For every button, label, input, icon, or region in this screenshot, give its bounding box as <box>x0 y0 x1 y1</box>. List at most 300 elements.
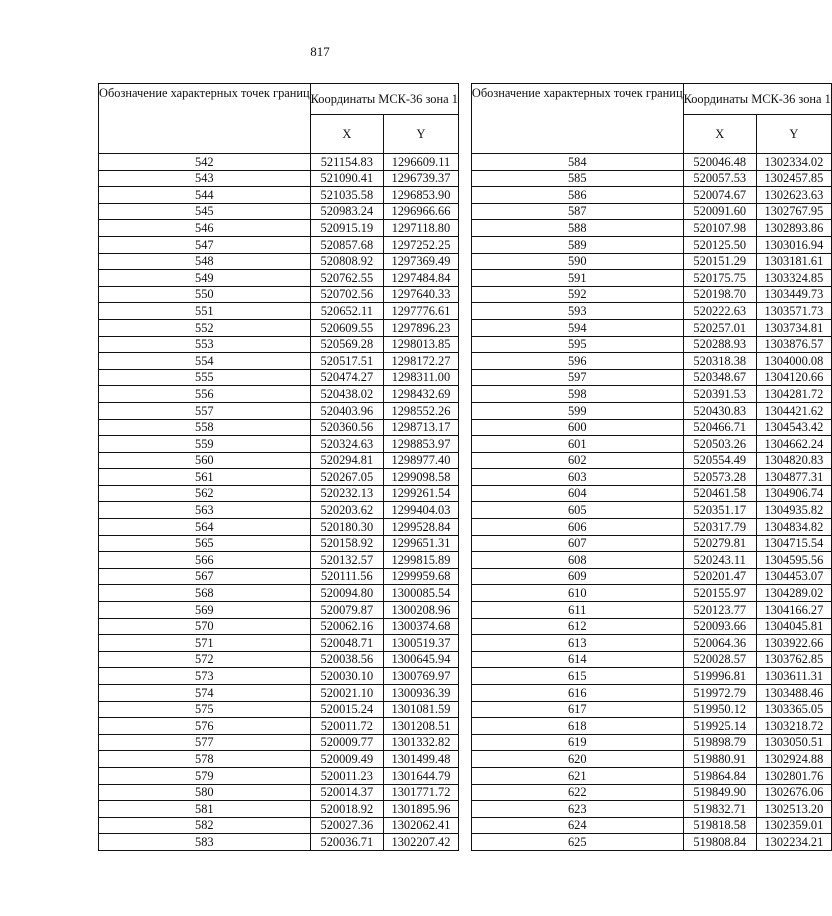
x-coordinate-cell: 520351.17 <box>683 502 756 519</box>
x-coordinate-cell: 520294.81 <box>310 452 383 469</box>
x-coordinate-cell: 520198.70 <box>683 286 756 303</box>
point-number-cell: 566 <box>99 552 311 569</box>
y-coordinate-cell: 1303488.46 <box>756 685 831 702</box>
x-coordinate-cell: 521090.41 <box>310 170 383 187</box>
x-coordinate-cell: 519925.14 <box>683 718 756 735</box>
point-number-cell: 563 <box>99 502 311 519</box>
y-coordinate-cell: 1298977.40 <box>384 452 459 469</box>
y-coordinate-cell: 1301499.48 <box>384 751 459 768</box>
point-number-cell: 598 <box>471 386 683 403</box>
x-coordinate-cell: 520036.71 <box>310 834 383 851</box>
point-number-cell: 550 <box>99 286 311 303</box>
point-number-cell: 564 <box>99 519 311 536</box>
y-coordinate-cell: 1298172.27 <box>384 353 459 370</box>
x-coordinate-cell: 520517.51 <box>310 353 383 370</box>
x-coordinate-cell: 520015.24 <box>310 701 383 718</box>
x-coordinate-cell: 520430.83 <box>683 402 756 419</box>
y-coordinate-cell: 1297896.23 <box>384 319 459 336</box>
header-coords-label: Координаты МСК-36 зона 1 <box>683 84 831 115</box>
point-number-cell: 592 <box>471 286 683 303</box>
point-number-cell: 553 <box>99 336 311 353</box>
y-coordinate-cell: 1301771.72 <box>384 784 459 801</box>
y-coordinate-cell: 1299815.89 <box>384 552 459 569</box>
y-coordinate-cell: 1302801.76 <box>756 767 831 784</box>
point-number-cell: 573 <box>99 668 311 685</box>
y-coordinate-cell: 1302623.63 <box>756 187 831 204</box>
y-coordinate-cell: 1304715.54 <box>756 535 831 552</box>
point-number-cell: 558 <box>99 419 311 436</box>
x-coordinate-cell: 520048.71 <box>310 635 383 652</box>
x-coordinate-cell: 519818.58 <box>683 817 756 834</box>
table-row <box>99 286 459 303</box>
table-row <box>471 253 831 270</box>
coordinates-tables <box>98 83 832 851</box>
y-coordinate-cell: 1302234.21 <box>756 834 831 851</box>
header-point-label: Обозначение характерных точек границ <box>99 84 311 154</box>
table-row <box>99 187 459 204</box>
x-coordinate-cell: 519880.91 <box>683 751 756 768</box>
x-coordinate-cell: 520318.38 <box>683 353 756 370</box>
x-coordinate-cell: 520180.30 <box>310 519 383 536</box>
y-coordinate-cell: 1297640.33 <box>384 286 459 303</box>
y-coordinate-cell: 1302359.01 <box>756 817 831 834</box>
table-row <box>99 452 459 469</box>
table-row <box>471 353 831 370</box>
x-coordinate-cell: 520094.80 <box>310 585 383 602</box>
y-coordinate-cell: 1296853.90 <box>384 187 459 204</box>
y-coordinate-cell: 1298311.00 <box>384 369 459 386</box>
y-coordinate-cell: 1301081.59 <box>384 701 459 718</box>
point-number-cell: 614 <box>471 651 683 668</box>
table-row <box>99 552 459 569</box>
x-coordinate-cell: 520243.11 <box>683 552 756 569</box>
point-number-cell: 586 <box>471 187 683 204</box>
point-number-cell: 605 <box>471 502 683 519</box>
x-coordinate-cell: 520151.29 <box>683 253 756 270</box>
y-coordinate-cell: 1303324.85 <box>756 270 831 287</box>
x-coordinate-cell: 521035.58 <box>310 187 383 204</box>
point-number-cell: 559 <box>99 436 311 453</box>
table-row <box>99 402 459 419</box>
y-coordinate-cell: 1300085.54 <box>384 585 459 602</box>
x-coordinate-cell: 520062.16 <box>310 618 383 635</box>
y-coordinate-cell: 1297776.61 <box>384 303 459 320</box>
point-number-cell: 623 <box>471 801 683 818</box>
x-coordinate-cell: 520324.63 <box>310 436 383 453</box>
y-coordinate-cell: 1303734.81 <box>756 319 831 336</box>
table-row <box>99 734 459 751</box>
x-coordinate-cell: 520461.58 <box>683 485 756 502</box>
y-coordinate-cell: 1304000.08 <box>756 353 831 370</box>
x-coordinate-cell: 520808.92 <box>310 253 383 270</box>
table-row <box>99 651 459 668</box>
y-coordinate-cell: 1303611.31 <box>756 668 831 685</box>
x-coordinate-cell: 520915.19 <box>310 220 383 237</box>
point-number-cell: 589 <box>471 236 683 253</box>
x-coordinate-cell: 520267.05 <box>310 469 383 486</box>
table-row <box>471 187 831 204</box>
y-coordinate-cell: 1303571.73 <box>756 303 831 320</box>
point-number-cell: 622 <box>471 784 683 801</box>
table-row <box>471 469 831 486</box>
point-number-cell: 611 <box>471 602 683 619</box>
y-coordinate-cell: 1304935.82 <box>756 502 831 519</box>
point-number-cell: 590 <box>471 253 683 270</box>
y-coordinate-cell: 1301895.96 <box>384 801 459 818</box>
table-row <box>471 767 831 784</box>
point-number-cell: 601 <box>471 436 683 453</box>
table-row <box>99 469 459 486</box>
y-coordinate-cell: 1298552.26 <box>384 402 459 419</box>
y-coordinate-cell: 1303016.94 <box>756 236 831 253</box>
x-coordinate-cell: 520609.55 <box>310 319 383 336</box>
y-coordinate-cell: 1304289.02 <box>756 585 831 602</box>
table-row <box>99 386 459 403</box>
point-number-cell: 568 <box>99 585 311 602</box>
table-body-left <box>99 154 459 851</box>
table-row <box>471 485 831 502</box>
y-coordinate-cell: 1304906.74 <box>756 485 831 502</box>
x-coordinate-cell: 520203.62 <box>310 502 383 519</box>
table-row <box>99 419 459 436</box>
table-row <box>99 767 459 784</box>
header-coords-label: Координаты МСК-36 зона 1 <box>310 84 458 115</box>
y-coordinate-cell: 1297484.84 <box>384 270 459 287</box>
x-coordinate-cell: 520257.01 <box>683 319 756 336</box>
x-coordinate-cell: 520009.49 <box>310 751 383 768</box>
x-coordinate-cell: 521154.83 <box>310 154 383 171</box>
y-coordinate-cell: 1302767.95 <box>756 203 831 220</box>
y-coordinate-cell: 1303050.51 <box>756 734 831 751</box>
point-number-cell: 619 <box>471 734 683 751</box>
x-coordinate-cell: 520503.26 <box>683 436 756 453</box>
point-number-cell: 606 <box>471 519 683 536</box>
table-row <box>471 502 831 519</box>
y-coordinate-cell: 1297369.49 <box>384 253 459 270</box>
y-coordinate-cell: 1300374.68 <box>384 618 459 635</box>
x-coordinate-cell: 520573.28 <box>683 469 756 486</box>
point-number-cell: 599 <box>471 402 683 419</box>
table-row <box>99 485 459 502</box>
point-number-cell: 621 <box>471 767 683 784</box>
table-row <box>99 602 459 619</box>
table-row <box>471 419 831 436</box>
y-coordinate-cell: 1304662.24 <box>756 436 831 453</box>
point-number-cell: 571 <box>99 635 311 652</box>
y-coordinate-cell: 1301332.82 <box>384 734 459 751</box>
x-coordinate-cell: 520093.66 <box>683 618 756 635</box>
point-number-cell: 603 <box>471 469 683 486</box>
point-number-cell: 620 <box>471 751 683 768</box>
y-coordinate-cell: 1304543.42 <box>756 419 831 436</box>
y-coordinate-cell: 1296966.66 <box>384 203 459 220</box>
table-row <box>471 369 831 386</box>
point-number-cell: 570 <box>99 618 311 635</box>
y-coordinate-cell: 1304166.27 <box>756 602 831 619</box>
x-coordinate-cell: 520762.55 <box>310 270 383 287</box>
table-row <box>471 618 831 635</box>
table-row <box>99 817 459 834</box>
table-row <box>99 336 459 353</box>
point-number-cell: 584 <box>471 154 683 171</box>
point-number-cell: 542 <box>99 154 311 171</box>
x-coordinate-cell: 520317.79 <box>683 519 756 536</box>
x-coordinate-cell: 519972.79 <box>683 685 756 702</box>
table-row <box>99 784 459 801</box>
x-coordinate-cell: 520074.67 <box>683 187 756 204</box>
y-coordinate-cell: 1303876.57 <box>756 336 831 353</box>
table-row <box>471 436 831 453</box>
table-row <box>99 220 459 237</box>
point-number-cell: 582 <box>99 817 311 834</box>
table-row <box>99 585 459 602</box>
point-number-cell: 551 <box>99 303 311 320</box>
table-row <box>99 618 459 635</box>
point-number-cell: 608 <box>471 552 683 569</box>
x-coordinate-cell: 520064.36 <box>683 635 756 652</box>
table-row <box>471 535 831 552</box>
point-number-cell: 577 <box>99 734 311 751</box>
header-point-label: Обозначение характерных точек границ <box>471 84 683 154</box>
table-row <box>99 502 459 519</box>
table-row <box>471 801 831 818</box>
header-y-label: Y <box>756 115 831 154</box>
point-number-cell: 544 <box>99 187 311 204</box>
x-coordinate-cell: 520158.92 <box>310 535 383 552</box>
point-number-cell: 547 <box>99 236 311 253</box>
y-coordinate-cell: 1297118.80 <box>384 220 459 237</box>
y-coordinate-cell: 1303922.66 <box>756 635 831 652</box>
x-coordinate-cell: 520554.49 <box>683 452 756 469</box>
point-number-cell: 574 <box>99 685 311 702</box>
table-row <box>471 519 831 536</box>
table-row <box>99 801 459 818</box>
point-number-cell: 548 <box>99 253 311 270</box>
x-coordinate-cell: 520111.56 <box>310 568 383 585</box>
x-coordinate-cell: 520201.47 <box>683 568 756 585</box>
x-coordinate-cell: 519808.84 <box>683 834 756 851</box>
x-coordinate-cell: 519864.84 <box>683 767 756 784</box>
y-coordinate-cell: 1299651.31 <box>384 535 459 552</box>
point-number-cell: 591 <box>471 270 683 287</box>
x-coordinate-cell: 520222.63 <box>683 303 756 320</box>
point-number-cell: 610 <box>471 585 683 602</box>
y-coordinate-cell: 1303218.72 <box>756 718 831 735</box>
y-coordinate-cell: 1296609.11 <box>384 154 459 171</box>
y-coordinate-cell: 1296739.37 <box>384 170 459 187</box>
table-row <box>471 718 831 735</box>
point-number-cell: 569 <box>99 602 311 619</box>
y-coordinate-cell: 1304281.72 <box>756 386 831 403</box>
point-number-cell: 609 <box>471 568 683 585</box>
table-row <box>99 635 459 652</box>
x-coordinate-cell: 520021.10 <box>310 685 383 702</box>
y-coordinate-cell: 1302062.41 <box>384 817 459 834</box>
x-coordinate-cell: 520391.53 <box>683 386 756 403</box>
x-coordinate-cell: 520466.71 <box>683 419 756 436</box>
x-coordinate-cell: 520175.75 <box>683 270 756 287</box>
table-row <box>471 236 831 253</box>
point-number-cell: 576 <box>99 718 311 735</box>
x-coordinate-cell: 520125.50 <box>683 236 756 253</box>
point-number-cell: 596 <box>471 353 683 370</box>
y-coordinate-cell: 1298853.97 <box>384 436 459 453</box>
x-coordinate-cell: 520027.36 <box>310 817 383 834</box>
table-row <box>471 685 831 702</box>
header-y-label: Y <box>384 115 459 154</box>
table-row <box>471 452 831 469</box>
point-number-cell: 549 <box>99 270 311 287</box>
x-coordinate-cell: 520028.57 <box>683 651 756 668</box>
table-row <box>471 651 831 668</box>
x-coordinate-cell: 520132.57 <box>310 552 383 569</box>
table-row <box>471 303 831 320</box>
table-body-right <box>471 154 831 851</box>
x-coordinate-cell: 520123.77 <box>683 602 756 619</box>
table-row <box>471 336 831 353</box>
point-number-cell: 600 <box>471 419 683 436</box>
point-number-cell: 585 <box>471 170 683 187</box>
y-coordinate-cell: 1304820.83 <box>756 452 831 469</box>
point-number-cell: 552 <box>99 319 311 336</box>
point-number-cell: 583 <box>99 834 311 851</box>
table-row <box>99 170 459 187</box>
x-coordinate-cell: 520038.56 <box>310 651 383 668</box>
point-number-cell: 625 <box>471 834 683 851</box>
x-coordinate-cell: 520348.67 <box>683 369 756 386</box>
table-row <box>99 319 459 336</box>
x-coordinate-cell: 520652.11 <box>310 303 383 320</box>
table-row <box>99 751 459 768</box>
table-row <box>471 568 831 585</box>
table-row <box>99 668 459 685</box>
y-coordinate-cell: 1297252.25 <box>384 236 459 253</box>
y-coordinate-cell: 1300519.37 <box>384 635 459 652</box>
x-coordinate-cell: 520011.72 <box>310 718 383 735</box>
point-number-cell: 578 <box>99 751 311 768</box>
x-coordinate-cell: 520288.93 <box>683 336 756 353</box>
y-coordinate-cell: 1300769.97 <box>384 668 459 685</box>
x-coordinate-cell: 520057.53 <box>683 170 756 187</box>
y-coordinate-cell: 1304453.07 <box>756 568 831 585</box>
x-coordinate-cell: 520079.87 <box>310 602 383 619</box>
y-coordinate-cell: 1300208.96 <box>384 602 459 619</box>
point-number-cell: 545 <box>99 203 311 220</box>
point-number-cell: 594 <box>471 319 683 336</box>
point-number-cell: 546 <box>99 220 311 237</box>
table-row <box>99 353 459 370</box>
table-row <box>99 203 459 220</box>
point-number-cell: 579 <box>99 767 311 784</box>
table-row <box>471 286 831 303</box>
x-coordinate-cell: 520014.37 <box>310 784 383 801</box>
table-row <box>471 817 831 834</box>
table-row <box>99 519 459 536</box>
y-coordinate-cell: 1302457.85 <box>756 170 831 187</box>
y-coordinate-cell: 1302676.06 <box>756 784 831 801</box>
point-number-cell: 575 <box>99 701 311 718</box>
header-x-label: X <box>310 115 383 154</box>
y-coordinate-cell: 1304877.31 <box>756 469 831 486</box>
x-coordinate-cell: 520046.48 <box>683 154 756 171</box>
table-row <box>471 552 831 569</box>
y-coordinate-cell: 1303181.61 <box>756 253 831 270</box>
y-coordinate-cell: 1304834.82 <box>756 519 831 536</box>
point-number-cell: 543 <box>99 170 311 187</box>
y-coordinate-cell: 1302513.20 <box>756 801 831 818</box>
x-coordinate-cell: 520702.56 <box>310 286 383 303</box>
y-coordinate-cell: 1299404.03 <box>384 502 459 519</box>
x-coordinate-cell: 520857.68 <box>310 236 383 253</box>
point-number-cell: 624 <box>471 817 683 834</box>
x-coordinate-cell: 520403.96 <box>310 402 383 419</box>
x-coordinate-cell: 520360.56 <box>310 419 383 436</box>
header-x-label: X <box>683 115 756 154</box>
x-coordinate-cell: 519950.12 <box>683 701 756 718</box>
table-row <box>99 270 459 287</box>
table-row <box>99 685 459 702</box>
x-coordinate-cell: 520011.23 <box>310 767 383 784</box>
x-coordinate-cell: 520009.77 <box>310 734 383 751</box>
x-coordinate-cell: 520438.02 <box>310 386 383 403</box>
x-coordinate-cell: 520155.97 <box>683 585 756 602</box>
y-coordinate-cell: 1304595.56 <box>756 552 831 569</box>
x-coordinate-cell: 520474.27 <box>310 369 383 386</box>
table-row <box>471 220 831 237</box>
x-coordinate-cell: 520569.28 <box>310 336 383 353</box>
y-coordinate-cell: 1298013.85 <box>384 336 459 353</box>
table-row <box>471 701 831 718</box>
y-coordinate-cell: 1304120.66 <box>756 369 831 386</box>
x-coordinate-cell: 520107.98 <box>683 220 756 237</box>
x-coordinate-cell: 520279.81 <box>683 535 756 552</box>
point-number-cell: 612 <box>471 618 683 635</box>
y-coordinate-cell: 1299959.68 <box>384 568 459 585</box>
table-row <box>471 154 831 171</box>
point-number-cell: 617 <box>471 701 683 718</box>
table-row <box>471 402 831 419</box>
y-coordinate-cell: 1303762.85 <box>756 651 831 668</box>
table-row <box>471 270 831 287</box>
point-number-cell: 581 <box>99 801 311 818</box>
table-row <box>471 668 831 685</box>
table-row <box>471 319 831 336</box>
table-row <box>471 751 831 768</box>
y-coordinate-cell: 1304045.81 <box>756 618 831 635</box>
table-row <box>471 203 831 220</box>
y-coordinate-cell: 1302893.86 <box>756 220 831 237</box>
y-coordinate-cell: 1299261.54 <box>384 485 459 502</box>
point-number-cell: 595 <box>471 336 683 353</box>
y-coordinate-cell: 1303365.05 <box>756 701 831 718</box>
point-number-cell: 560 <box>99 452 311 469</box>
point-number-cell: 593 <box>471 303 683 320</box>
table-row <box>99 303 459 320</box>
x-coordinate-cell: 520018.92 <box>310 801 383 818</box>
point-number-cell: 615 <box>471 668 683 685</box>
y-coordinate-cell: 1304421.62 <box>756 402 831 419</box>
x-coordinate-cell: 519849.90 <box>683 784 756 801</box>
table-row <box>471 635 831 652</box>
x-coordinate-cell: 519898.79 <box>683 734 756 751</box>
point-number-cell: 562 <box>99 485 311 502</box>
point-number-cell: 565 <box>99 535 311 552</box>
y-coordinate-cell: 1303449.73 <box>756 286 831 303</box>
point-number-cell: 618 <box>471 718 683 735</box>
y-coordinate-cell: 1300936.39 <box>384 685 459 702</box>
table-row <box>471 784 831 801</box>
y-coordinate-cell: 1299528.84 <box>384 519 459 536</box>
